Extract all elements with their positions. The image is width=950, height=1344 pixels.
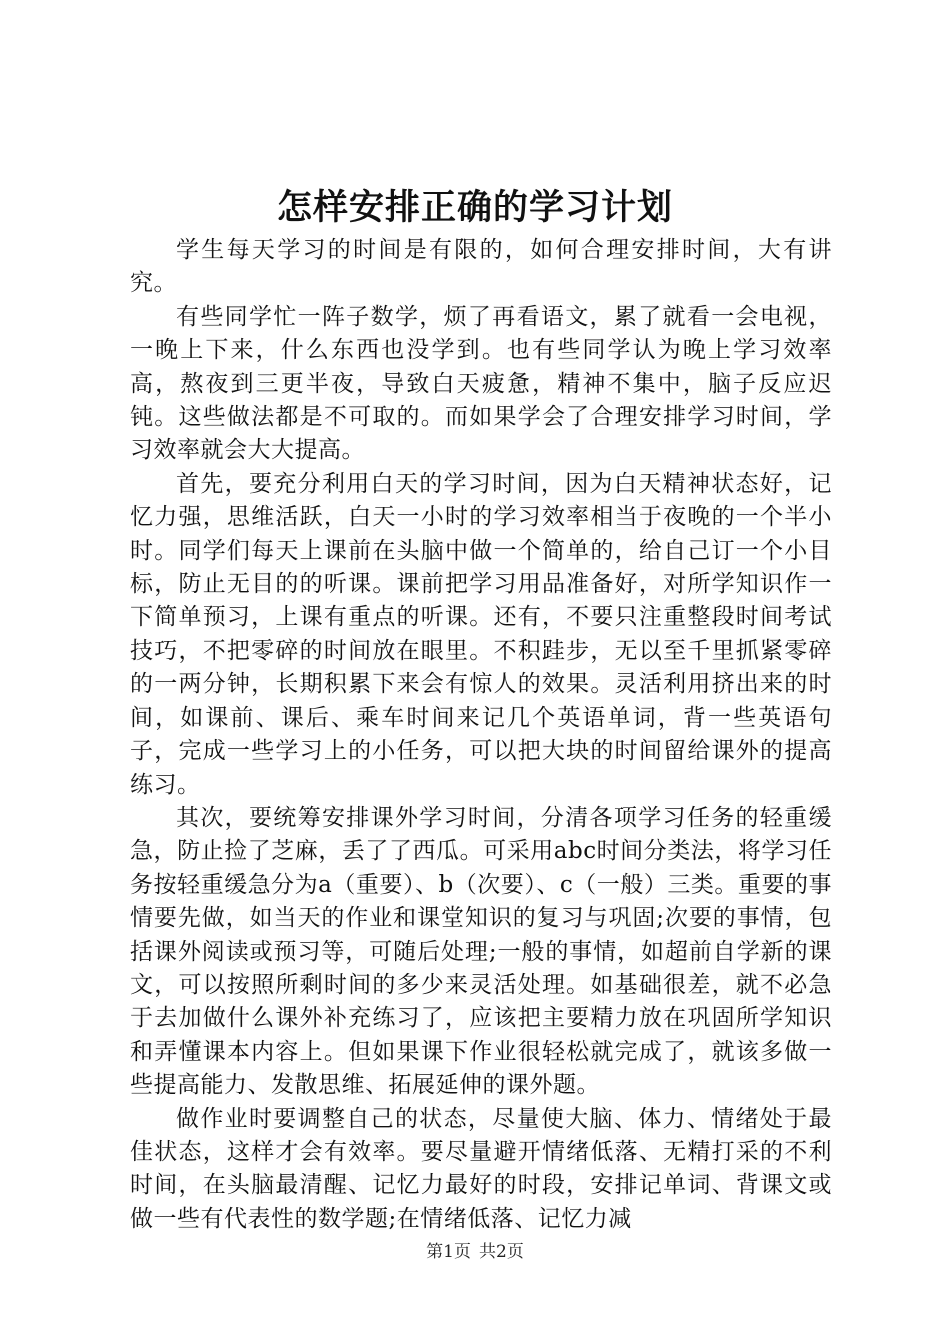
paragraph-5: 做作业时要调整自己的状态，尽量使大脑、体力、情绪处于最佳状态，这样才会有效率。要尽量避开情绪低落、无精打采的不利时间，在头脑最清醒、记忆力最好的时段，安排记单词、背课文或做一些有代表性的数学题;在情绪低落、记忆力减 — [130, 1105, 832, 1232]
document-title: 怎样安排正确的学习计划 — [276, 187, 673, 228]
paragraph-2: 有些同学忙一阵子数学，烦了再看语文，累了就看一会电视，一晚上下来，什么东西也没学到。也有些同学认为晚上学习效率高，熬夜到三更半夜，导致白天疲惫，精神不集中，脑子反应迟钝。这些做法都是不可取的。而如果学会了合理安排学习时间，学习效率就会大大提高。 — [130, 303, 832, 464]
paragraph-3: 首先，要充分利用白天的学习时间，因为白天精神状态好，记忆力强，思维活跃，白天一小时的学习效率相当于夜晚的一个半小时。同学们每天上课前在头脑中做一个简单的，给自己订一个小目标，防止无目的的听课。课前把学习用品准备好，对所学知识作一下简单预习，上课有重点的听课。还有，不要只注重整段时间考试技巧，不把零碎的时间放在眼里。不积跬步，无以至千里抓紧零碎的一两分钟，长期积累下来会有惊人的效果。灵活利用挤出来的时间，如课前、课后、乘车时间来记几个英语单词，背一些英语句子，完成一些学习上的小任务，可以把大块的时间留给课外的提高练习。 — [130, 470, 832, 798]
paragraph-4: 其次，要统筹安排课外学习时间，分清各项学习任务的轻重缓急，防止捡了芝麻，丢了了西瓜。可采用abc时间分类法，将学习任务按轻重缓急分为a（重要）、b（次要）、c（一般）三类。重要的事情要先做，如当天的作业和课堂知识的复习与巩固;次要的事情，包括课外阅读或预习等，可随后处理;一般的事情，如超前自学新的课文，可以按照所剩时间的多少来灵活处理。如基础很差，就不必急于去加做什么课外补充练习了，应该把主要精力放在巩固所学知识和弄懂课本内容上。但如果课下作业很轻松就完成了，就该多做一些提高能力、发散思维、拓展延伸的课外题。 — [130, 804, 832, 1099]
document-body — [130, 234, 832, 1236]
page-number: 第1页 — [426, 1242, 471, 1262]
page-total: 共2页 — [479, 1242, 524, 1262]
page-footer — [0, 1240, 950, 1264]
paragraph-1: 学生每天学习的时间是有限的，如何合理安排时间，大有讲究。 — [130, 237, 832, 297]
